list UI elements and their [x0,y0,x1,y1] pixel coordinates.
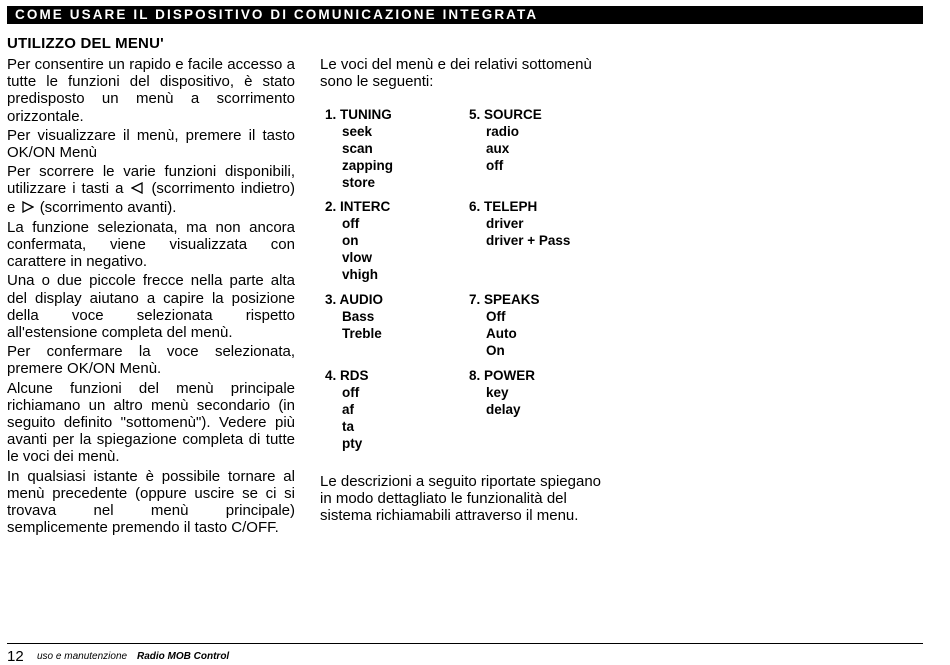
menu-subitem: Bass [342,309,375,324]
paragraph-submenu: Alcune funzioni del menù principale richiamano un altro menù secondario (in seguito definito "sottomenù"). Vedere più avanti per la spiegazione completa di tutte le voci dei menù. [7,379,295,466]
menu-subitem: delay [486,402,521,417]
menu-outro: Le descrizioni a seguito riportate spiegano in modo dettagliato le funzionalità del sistema richiamabili attraverso il menu. [320,473,602,525]
menu-intro: Le voci del menù e dei relativi sottomenù sono le seguenti: [320,56,592,91]
paragraph-open-menu: Per visualizzare il menù, premere il tasto OK/ON Menù [7,126,295,162]
menu-subitem: pty [342,436,363,451]
menu-group-audio [325,291,383,342]
menu-group-teleph [469,198,570,249]
footer-product-name: Radio MOB Control [137,651,230,662]
menu-group-rds [325,367,369,452]
menu-group-title: 5. SOURCE [469,107,542,122]
header-bar [7,6,923,24]
menu-group-title: 8. POWER [469,368,536,383]
menu-subitem: seek [342,124,373,139]
paragraph-scroll [7,163,295,217]
menu-subitem: vhigh [342,267,378,282]
header-title: COME USARE IL DISPOSITIVO DI COMUNICAZIONE INTEGRATA [15,7,539,22]
menu-subitem: vlow [342,250,373,265]
paragraph-selected: La funzione selezionata, ma non ancora confermata, viene visualizzata con carattere in negativo. [7,218,295,271]
menu-group-title: 1. TUNING [325,107,392,122]
paragraph-scroll-mid: (scorrimento indietro) e [7,180,295,216]
paragraph-confirm: Per confermare la voce selezionata, premere OK/ON Menù. [7,343,295,378]
paragraph-scroll-start: Per scorrere le varie funzioni disponibili, utilizzare i tasti a [7,163,295,198]
menu-subitem: On [486,343,505,358]
menu-subitem: zapping [342,158,393,173]
menu-subitem: aux [486,141,510,156]
left-triangle-icon [131,181,143,198]
menu-subitem: Treble [342,326,382,341]
menu-group-source [469,106,542,174]
menu-group-title: 6. TELEPH [469,199,538,214]
menu-subitem: Auto [486,326,517,341]
menu-subitem: Off [486,309,506,324]
menu-subitem: off [486,158,504,173]
menu-subitem: off [342,216,360,231]
menu-subitem: driver [486,216,524,231]
menu-subitem: ta [342,419,355,434]
paragraph-scroll-end: (scorrimento avanti). [39,198,177,216]
section-title: UTILIZZO DEL MENU' [7,35,164,52]
paragraph-back: In qualsiasi istante è possibile tornare al menù precedente (oppure uscire se ci si trovava nel menù principale) semplicemente premendo il tasto C/OFF. [7,467,295,537]
menu-subitem: off [342,385,360,400]
menu-group-power [469,367,535,418]
menu-group-title: 2. INTERC [325,199,391,214]
menu-group-tuning [325,106,393,191]
menu-group-title: 3. AUDIO [325,292,384,307]
left-column [7,56,295,538]
footer-doc-label: uso e manutenzione [37,651,128,662]
footer-divider [7,643,923,644]
menu-group-interc [325,198,390,283]
page-number: 12 [7,648,24,665]
menu-group-speaks [469,291,540,359]
menu-subitem: key [486,385,509,400]
menu-subitem: on [342,233,359,248]
menu-group-title: 4. RDS [325,368,369,383]
paragraph-intro: Per consentire un rapido e facile accesso a tutte le funzioni del dispositivo, è stato predisposto un menù a scorrimento orizzontale. [7,56,295,125]
menu-subitem: driver + Pass [486,233,571,248]
menu-subitem: radio [486,124,520,139]
menu-subitem: scan [342,141,373,156]
right-triangle-icon [22,200,34,217]
menu-group-title: 7. SPEAKS [469,292,540,307]
menu-subitem: af [342,402,355,417]
paragraph-arrows-display: Una o due piccole frecce nella parte alta del display aiutano a capire la posizione della voce selezionata rispetto all'estensione completa del menù. [7,272,295,342]
menu-subitem: store [342,175,376,190]
